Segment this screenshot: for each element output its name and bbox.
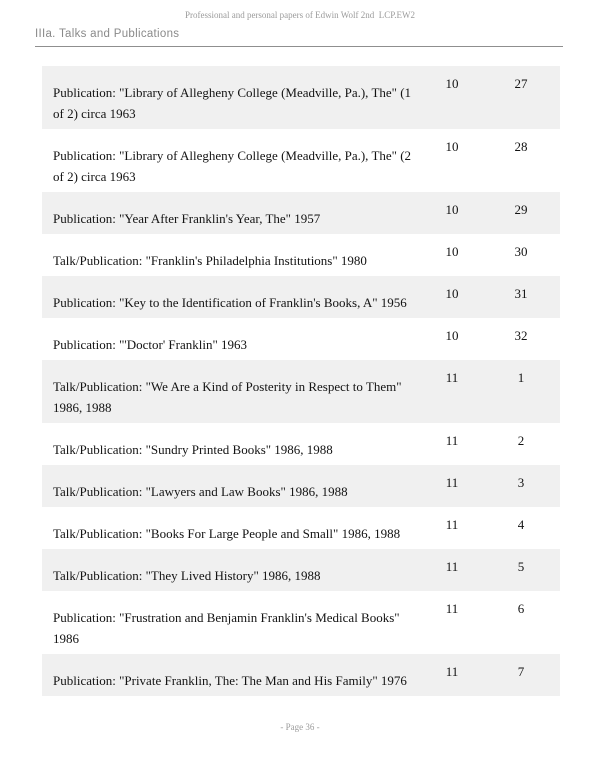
- folder-number: 4: [517, 517, 525, 532]
- row-title: Talk/Publication: "We Are a Kind of Posterity in Respect to Them" 1986, 1988: [53, 379, 402, 415]
- folder-number: 31: [514, 286, 528, 301]
- table-row: [42, 129, 560, 192]
- box-number: 11: [445, 559, 459, 574]
- box-number: 10: [445, 286, 459, 301]
- row-title: Talk/Publication: "Books For Large People and Small" 1986, 1988: [53, 526, 401, 541]
- row-title: Talk/Publication: "Franklin's Philadelphia Institutions" 1980: [53, 253, 367, 268]
- table-row: [42, 234, 560, 276]
- folder-number: 3: [517, 475, 525, 490]
- table-row: [42, 360, 560, 423]
- table-row: [42, 549, 560, 591]
- folder-number: 30: [514, 244, 528, 259]
- table-row: [42, 591, 560, 654]
- box-number: 11: [445, 664, 459, 679]
- row-title: Talk/Publication: "They Lived History" 1986, 1988: [53, 568, 321, 583]
- box-number: 10: [445, 244, 459, 259]
- table-row: [42, 318, 560, 360]
- inventory-table: [42, 66, 560, 696]
- row-title: Publication: "Frustration and Benjamin Franklin's Medical Books" 1986: [53, 610, 400, 646]
- folder-number: 2: [517, 433, 525, 448]
- row-title: Publication: "Library of Allegheny College (Meadville, Pa.), The" (2 of 2) circa 1963: [53, 148, 412, 184]
- box-number: 11: [445, 370, 459, 385]
- folder-number: 1: [517, 370, 525, 385]
- folder-number: 28: [514, 139, 528, 154]
- table-row: [42, 654, 560, 696]
- table-row: [42, 276, 560, 318]
- table-row: [42, 507, 560, 549]
- row-title: Publication: "Year After Franklin's Year, The" 1957: [53, 211, 321, 226]
- row-title: Talk/Publication: "Lawyers and Law Books" 1986, 1988: [53, 484, 348, 499]
- folder-number: 32: [514, 328, 528, 343]
- folder-number: 5: [517, 559, 525, 574]
- folder-number: 27: [514, 76, 528, 91]
- box-number: 10: [445, 139, 459, 154]
- row-title: Publication: "'Doctor' Franklin" 1963: [53, 337, 248, 352]
- table-row: [42, 192, 560, 234]
- row-title: Talk/Publication: "Sundry Printed Books" 1986, 1988: [53, 442, 333, 457]
- box-number: 10: [445, 202, 459, 217]
- box-number: 11: [445, 433, 459, 448]
- folder-number: 29: [514, 202, 528, 217]
- row-title: Publication: "Private Franklin, The: The Man and His Family" 1976: [53, 673, 407, 688]
- box-number: 11: [445, 601, 459, 616]
- box-number: 10: [445, 328, 459, 343]
- box-number: 11: [445, 517, 459, 532]
- section-title: IIIa. Talks and Publications: [35, 28, 180, 40]
- folder-number: 7: [517, 664, 525, 679]
- document-title: Professional and personal papers of Edwin Wolf 2nd LCP.EW2: [184, 10, 416, 20]
- folder-number: 6: [517, 601, 525, 616]
- table-row: [42, 66, 560, 129]
- table-row: [42, 423, 560, 465]
- row-title: Publication: "Key to the Identification of Franklin's Books, A" 1956: [53, 295, 407, 310]
- page-number: - Page 36 -: [280, 722, 320, 732]
- box-number: 11: [445, 475, 459, 490]
- table-row: [42, 465, 560, 507]
- header-rule: [35, 46, 563, 47]
- row-title: Publication: "Library of Allegheny College (Meadville, Pa.), The" (1 of 2) circa 1963: [53, 85, 412, 121]
- box-number: 10: [445, 76, 459, 91]
